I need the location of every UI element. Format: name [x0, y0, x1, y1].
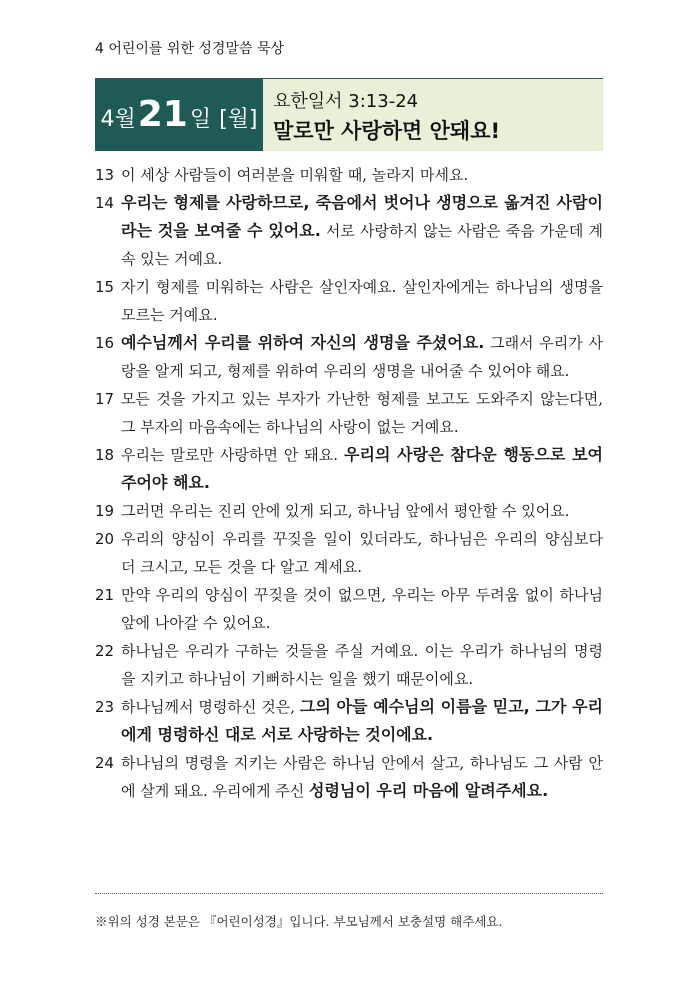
verse-text	[121, 581, 603, 637]
weekday-label: [월]	[219, 107, 258, 132]
verse-segment: 하나님께서 명령하신 것은,	[121, 698, 300, 716]
verse-text	[121, 273, 603, 329]
verse-text	[121, 161, 603, 189]
verse-segment: 자기 형제를 미워하는 사람은 살인자예요. 살인자에게는 하나님의 생명을 모르는 거예요.	[121, 278, 603, 324]
verse-number: 17	[95, 390, 115, 408]
verse-15	[95, 273, 603, 329]
verse-number: 19	[95, 502, 115, 520]
verse-segment: 하나님은 우리가 구하는 것들을 주실 거예요. 이는 우리가 하나님의 명령을 지키고 하나님이 기뻐하시는 일을 했기 때문이에요.	[121, 642, 603, 688]
verse-segment: 모든 것을 가지고 있는 부자가 가난한 형제를 보고도 도와주지 않는다면, 그 부자의 마음속에는 하나님의 사랑이 없는 거예요.	[121, 390, 603, 436]
verse-13	[95, 161, 603, 189]
verse-text	[121, 525, 603, 581]
verse-text	[121, 637, 603, 693]
verse-emphasis: 성령님이 우리 마음에 알려주세요.	[309, 781, 549, 800]
verse-text	[121, 441, 603, 497]
verse-text	[121, 189, 603, 273]
verse-emphasis: 우리는 형제를 사랑하므로, 죽음에서 벗어나 생명으로 옮겨진 사람이라는 것을 보여줄 수 있어요.	[121, 193, 603, 240]
scripture-reference: 요한일서 3:13-24	[273, 91, 419, 112]
verse-number: 24	[95, 754, 115, 772]
verse-18	[95, 441, 603, 497]
verse-number: 22	[95, 642, 115, 660]
verse-number: 13	[95, 166, 115, 184]
verse-segment: 서로 사랑하지 않는 사람은 죽음 가운데 계속 있는 거예요.	[121, 222, 603, 268]
verse-23	[95, 693, 603, 749]
verse-segment: 이 세상 사람들이 여러분을 미워할 때, 놀라지 마세요.	[121, 166, 469, 184]
verse-emphasis: 예수님께서 우리를 위하여 자신의 생명을 주셨어요.	[121, 333, 485, 352]
verse-segment: 우리의 양심이 우리를 꾸짖을 일이 있더라도, 하나님은 우리의 양심보다 더 크시고, 모든 것을 다 알고 계세요.	[121, 530, 603, 576]
verse-segment: 그래서 우리가 사랑을 알게 되고, 형제를 위하여 우리의 생명을 내어줄 수 있어야 해요.	[121, 334, 603, 380]
verse-segment: 하나님의 명령을 지키는 사람은 하나님 안에서 살고, 하나님도 그 사람 안에 살게 돼요. 우리에게 주신	[121, 754, 603, 800]
footnote: ※위의 성경 본문은 『어린이성경』입니다. 부모님께서 보충설명 해주세요.	[95, 914, 503, 929]
verse-emphasis: 그의 아들 예수님의 이름을 믿고, 그가 우리에게 명령하신 대로 서로 사랑하는 것이에요.	[121, 697, 603, 744]
verse-text	[121, 385, 603, 441]
verse-number: 14	[95, 194, 115, 212]
date-block	[95, 79, 263, 151]
footnote-divider	[95, 893, 603, 894]
day-number: 21	[137, 94, 188, 135]
verse-list	[95, 161, 603, 805]
title-block	[263, 79, 603, 151]
verse-text	[121, 497, 603, 525]
verse-segment: 그러면 우리는 진리 안에 있게 되고, 하나님 앞에서 평안할 수 있어요.	[121, 502, 570, 520]
verse-number: 23	[95, 698, 115, 716]
verse-text	[121, 693, 603, 749]
verse-number: 16	[95, 334, 115, 352]
verse-22	[95, 637, 603, 693]
day-word: 일	[189, 107, 212, 132]
verse-text	[121, 329, 603, 385]
verse-segment: 만약 우리의 양심이 꾸짖을 것이 없으면, 우리는 아무 두려움 없이 하나님 앞에 나아갈 수 있어요.	[121, 586, 603, 632]
verse-21	[95, 581, 603, 637]
verse-number: 18	[95, 446, 115, 464]
headline: 말로만 사랑하면 안돼요!	[273, 119, 501, 143]
month-label: 4월	[100, 107, 136, 132]
verse-14	[95, 189, 603, 273]
verse-17	[95, 385, 603, 441]
verse-emphasis: 우리의 사랑은 참다운 행동으로 보여 주어야 해요.	[121, 445, 603, 492]
running-header: 4 어린이를 위한 성경말씀 묵상	[95, 41, 284, 57]
verse-16	[95, 329, 603, 385]
verse-number: 21	[95, 586, 115, 604]
verse-segment: 우리는 말로만 사랑하면 안 돼요.	[121, 446, 345, 464]
verse-19	[95, 497, 603, 525]
date-banner	[95, 78, 603, 151]
verse-20	[95, 525, 603, 581]
verse-number: 20	[95, 530, 115, 548]
verse-text	[121, 749, 603, 805]
verse-24	[95, 749, 603, 805]
verse-number: 15	[95, 278, 115, 296]
